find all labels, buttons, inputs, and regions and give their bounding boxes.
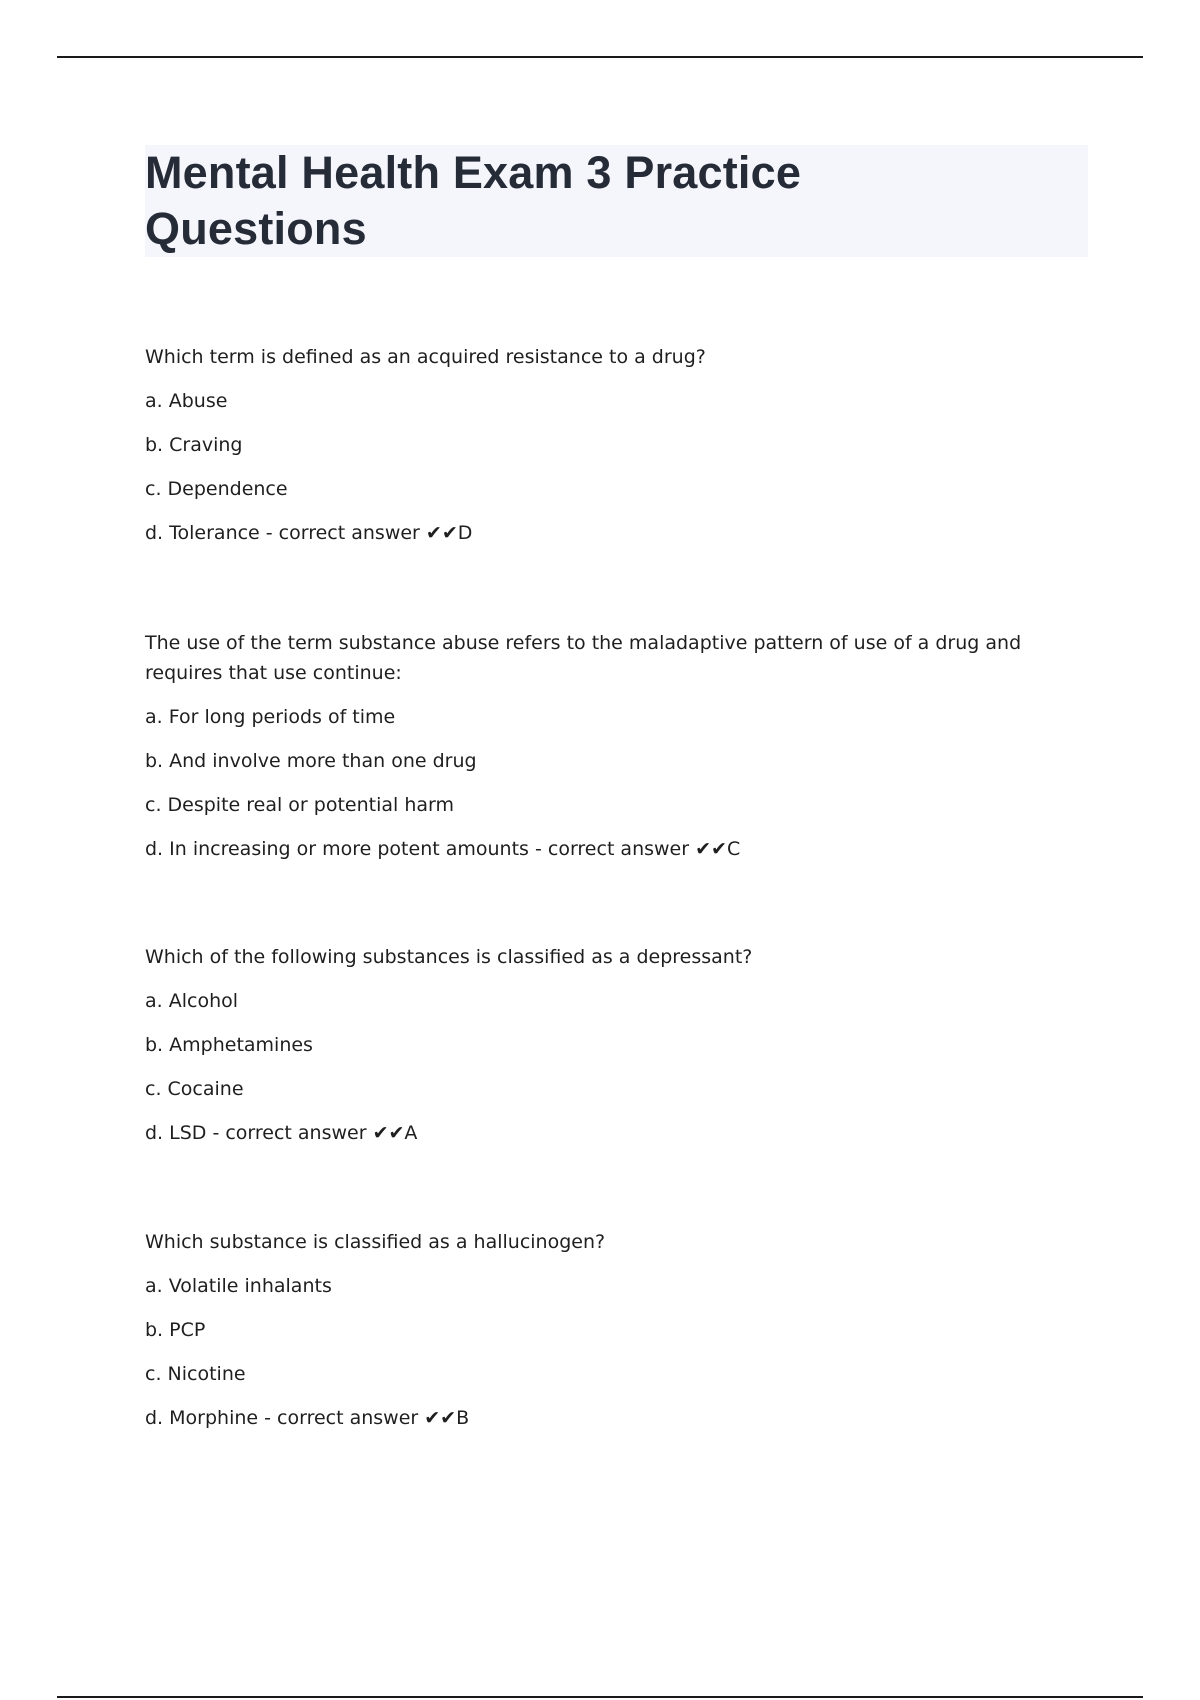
answer-option: a. For long periods of time bbox=[145, 706, 396, 728]
answer-option-correct: d. Tolerance - correct answer ✔✔D bbox=[145, 522, 473, 544]
answer-option: b. Amphetamines bbox=[145, 1034, 313, 1056]
questions-list bbox=[145, 342, 1090, 1433]
page-title bbox=[145, 145, 1088, 257]
answer-option: a. Volatile inhalants bbox=[145, 1275, 332, 1297]
question-block bbox=[145, 342, 1090, 548]
title-banner bbox=[145, 145, 1088, 257]
question-block bbox=[145, 628, 1090, 864]
answer-option-correct: d. LSD - correct answer ✔✔A bbox=[145, 1122, 418, 1144]
answer-option-correct: d. Morphine - correct answer ✔✔B bbox=[145, 1407, 470, 1429]
question-text: The use of the term substance abuse refers to the maladaptive pattern of use of a drug and requires that use continue: bbox=[145, 632, 1022, 684]
question-text: Which substance is classified as a hallucinogen? bbox=[145, 1231, 606, 1253]
answer-option: c. Cocaine bbox=[145, 1078, 244, 1100]
answer-option: b. And involve more than one drug bbox=[145, 750, 477, 772]
answer-option: a. Abuse bbox=[145, 390, 228, 412]
answer-option: c. Despite real or potential harm bbox=[145, 794, 455, 816]
answer-option-correct: d. In increasing or more potent amounts - correct answer ✔✔C bbox=[145, 838, 741, 860]
answer-option: c. Nicotine bbox=[145, 1363, 246, 1385]
answer-option: c. Dependence bbox=[145, 478, 288, 500]
question-text: Which term is defined as an acquired resistance to a drug? bbox=[145, 346, 706, 368]
answer-option: b. PCP bbox=[145, 1319, 206, 1341]
top-divider bbox=[57, 56, 1143, 58]
page-title-line-2: Questions bbox=[145, 203, 367, 254]
bottom-divider bbox=[57, 1696, 1143, 1698]
page-title-line-1: Mental Health Exam 3 Practice bbox=[145, 147, 802, 198]
answer-option: a. Alcohol bbox=[145, 990, 239, 1012]
question-text: Which of the following substances is classified as a depressant? bbox=[145, 946, 753, 968]
question-block bbox=[145, 1227, 1090, 1433]
answer-option: b. Craving bbox=[145, 434, 243, 456]
question-block bbox=[145, 942, 1090, 1148]
